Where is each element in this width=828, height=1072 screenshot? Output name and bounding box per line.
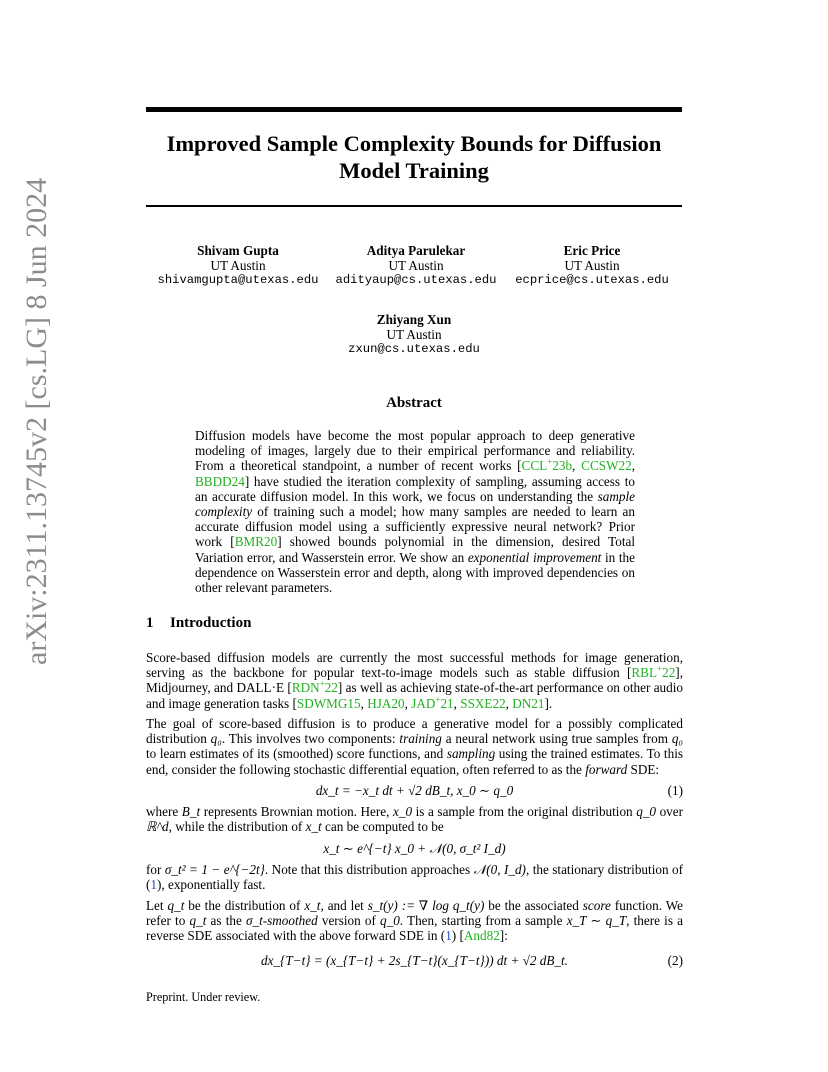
body-text: using the trained estimates. To this end, consider the following stochastic differential equation, often referred to as the (146, 746, 683, 777)
emphasis: σ_t-smoothed (245, 913, 318, 929)
body-text: , the stationary distribution of ( (146, 862, 683, 893)
equation (146, 782, 683, 800)
equation-number: (1) (667, 783, 683, 798)
citation-sup: + (435, 694, 441, 705)
citation-text: JAD (411, 695, 436, 711)
body-text: to learn estimates of its (smoothed) score functions, and (146, 746, 447, 762)
author-affiliation: UT Austin (386, 327, 442, 343)
section-heading (146, 615, 251, 632)
equation-body: x_t ∼ e^{−t} x_0 + 𝒩(0, σ_t² I_d) (323, 841, 506, 856)
body-text: Score-based diffusion models are currently the most successful methods for image generation, serving as the backbone for popular text-to-image models such as stable diffusion [ (146, 650, 683, 681)
title-line-1: Improved Sample Complexity Bounds for Diffusion (166, 131, 662, 156)
section-number: 1 (146, 615, 154, 631)
paragraph (146, 804, 683, 834)
emphasis: score (582, 898, 611, 913)
math-inline: x_t (304, 898, 321, 913)
citation-separator: , (453, 695, 461, 711)
math-inline: x_T ∼ q_T (566, 913, 627, 929)
math-inline: B_t (181, 804, 201, 819)
citation-sup: + (657, 663, 663, 674)
body-text: . Then, starting from a sample (399, 913, 567, 929)
author-name: Zhiyang Xun (376, 312, 452, 327)
citation-link[interactable]: And82 (463, 928, 500, 944)
equation (146, 840, 683, 858)
citation-link[interactable] (292, 680, 338, 695)
citation-text: 22 (324, 680, 338, 696)
citation-separator: , (572, 458, 582, 474)
math-inline: q_0 (636, 804, 656, 819)
citation-text: RDN (291, 680, 320, 696)
body-text: The goal of score-based diffusion is to produce a generative model for a possibly complicated distribution (146, 716, 683, 747)
footer-note: Preprint. Under review. (146, 990, 261, 1004)
body-text: function. We refer to (146, 898, 683, 929)
body-text: SDE: (627, 761, 660, 777)
citation-text: 22 (662, 665, 676, 681)
author-affiliation: UT Austin (564, 258, 620, 274)
body-text: be the associated (484, 898, 583, 913)
math-inline: x_t (305, 819, 322, 835)
title-rule-bottom (146, 205, 682, 207)
math-inline: q₀ (210, 731, 222, 747)
math-inline: q₀ (671, 731, 684, 747)
citation-text: RBL (631, 665, 658, 681)
citation-link[interactable]: SSXE22 (460, 695, 506, 711)
author-block (138, 243, 338, 289)
equation-ref-link[interactable]: 1 (445, 928, 452, 944)
body-text: be the distribution of (184, 898, 305, 913)
author-email[interactable]: shivamgupta@utexas.edu (157, 273, 319, 288)
arxiv-stamp[interactable]: arXiv:2311.13745v2 [cs.LG] 8 Jun 2024 (20, 177, 53, 665)
abstract-text: of training such a model; how many samples are needed to learn an accurate diffusion model using a sufficiently expressive neural network? Prior work [ (195, 504, 635, 550)
paragraph (146, 862, 683, 892)
body-text: ] as well as achieving state-of-the-art performance on other audio and image generation tasks [ (146, 680, 683, 711)
emphasis: forward (585, 761, 628, 777)
math-inline: q_0 (380, 913, 400, 929)
author-name: Aditya Parulekar (366, 243, 466, 258)
emphasis: exponential improvement (467, 549, 602, 565)
citation-link[interactable]: SDWMG15 (296, 695, 361, 711)
abstract-text: Diffusion models have become the most popular approach to deep generative modeling of images, largely due to their empirical performance and reliability. From a theoretical standpoint, a number of recent works [ (195, 428, 635, 474)
author-email[interactable]: adityaup@cs.utexas.edu (335, 273, 497, 288)
math-inline: s_t(y) := ∇ log q_t(y) (367, 898, 485, 913)
section-title: Introduction (170, 615, 252, 631)
body-text: ) [ (451, 928, 464, 944)
abstract-text: in the dependence on Wasserstein error and depth, along with improved dependencies on other relevant parameters. (195, 549, 635, 596)
paragraph (146, 716, 683, 777)
body-text: can be computed to be (321, 819, 444, 835)
citation-text: CCL (521, 458, 548, 474)
title-rule-top (146, 107, 682, 112)
citation-link[interactable] (411, 696, 453, 711)
citation-link[interactable]: BBDD24 (195, 473, 245, 489)
emphasis: sample complexity (195, 488, 635, 520)
author-affiliation: UT Austin (210, 258, 266, 274)
author-name: Shivam Gupta (197, 243, 279, 258)
body-text: for (146, 862, 165, 877)
body-text: ]. (544, 695, 553, 711)
equation-body: dx_{T−t} = (x_{T−t} + 2s_{T−t}(x_{T−t})) dt + √2 dB_t. (261, 953, 568, 968)
author-affiliation: UT Austin (388, 258, 444, 274)
emphasis: sampling (446, 746, 496, 762)
body-text: over (656, 804, 684, 819)
body-text: . This involves two components: (221, 731, 400, 747)
paper-title (146, 130, 682, 184)
equation-body: dx_t = −x_t dt + √2 dB_t, x_0 ∼ q_0 (315, 783, 514, 798)
body-text: ]: (499, 928, 508, 944)
paragraph (146, 898, 683, 944)
body-text: a neural network using true samples from (441, 731, 672, 747)
citation-link[interactable]: BMR20 (234, 534, 278, 550)
body-text: version of (317, 913, 381, 929)
citation-separator: , (360, 695, 368, 711)
math-inline: q_t (189, 913, 207, 929)
author-name: Eric Price (563, 243, 621, 258)
body-text: , there is a reverse SDE associated with the above forward SDE in ( (146, 913, 683, 944)
math-inline: ℝ^d (146, 819, 169, 835)
body-text: where (146, 804, 182, 819)
citation-link[interactable]: DN21 (512, 695, 545, 711)
body-text: as the (206, 913, 246, 929)
author-email[interactable]: zxun@cs.utexas.edu (348, 342, 480, 357)
abstract-heading: Abstract (386, 395, 442, 411)
body-text: ), exponentially fast. (157, 877, 266, 893)
emphasis: training (399, 731, 442, 747)
body-text: , and let (320, 898, 368, 913)
math-inline: σ_t² = 1 − e^{−2t} (164, 862, 265, 877)
equation (146, 952, 683, 970)
abstract-body (195, 428, 635, 595)
citation-sup: + (319, 679, 325, 690)
body-text: is a sample from the original distribution (412, 804, 637, 819)
body-text: Let (146, 898, 168, 913)
author-email[interactable]: ecprice@cs.utexas.edu (515, 273, 669, 288)
citation-sup: + (547, 457, 553, 468)
abstract-text: ] have studied the iteration complexity of sampling, assuming access to an accurate diffusion model. In this work, we focus on understanding the (195, 473, 635, 504)
abstract-text: ] showed bounds polynomial in the dimension, desired Total Variation error, and Wasserstein error. We show an (195, 534, 636, 565)
citation-link[interactable]: HJA20 (367, 695, 405, 711)
math-inline: x_0 (393, 804, 413, 819)
body-text: , while the distribution of (168, 819, 306, 835)
citation-link[interactable]: CCSW22 (581, 458, 632, 474)
body-text: represents Brownian motion. Here, (200, 804, 394, 819)
citation-link[interactable] (522, 458, 573, 473)
citation-link[interactable] (631, 665, 675, 680)
citation-separator: , (631, 458, 636, 474)
author-block (314, 312, 514, 358)
author-block (316, 243, 516, 289)
math-inline: q_t (167, 898, 185, 913)
equation-number: (2) (667, 953, 683, 968)
title-line-2: Model Training (339, 158, 489, 183)
paragraph (146, 650, 683, 711)
body-text: ], Midjourney, and DALL·E [ (146, 665, 683, 696)
citation-separator: , (505, 695, 513, 711)
math-inline: 𝒩(0, I_d) (473, 862, 526, 877)
author-block (492, 243, 692, 289)
equation-ref-link[interactable]: 1 (150, 877, 157, 893)
citation-separator: , (404, 695, 412, 711)
citation-text: 23b (552, 458, 573, 474)
citation-text: 21 (440, 695, 454, 711)
body-text: . Note that this distribution approaches (264, 862, 474, 877)
